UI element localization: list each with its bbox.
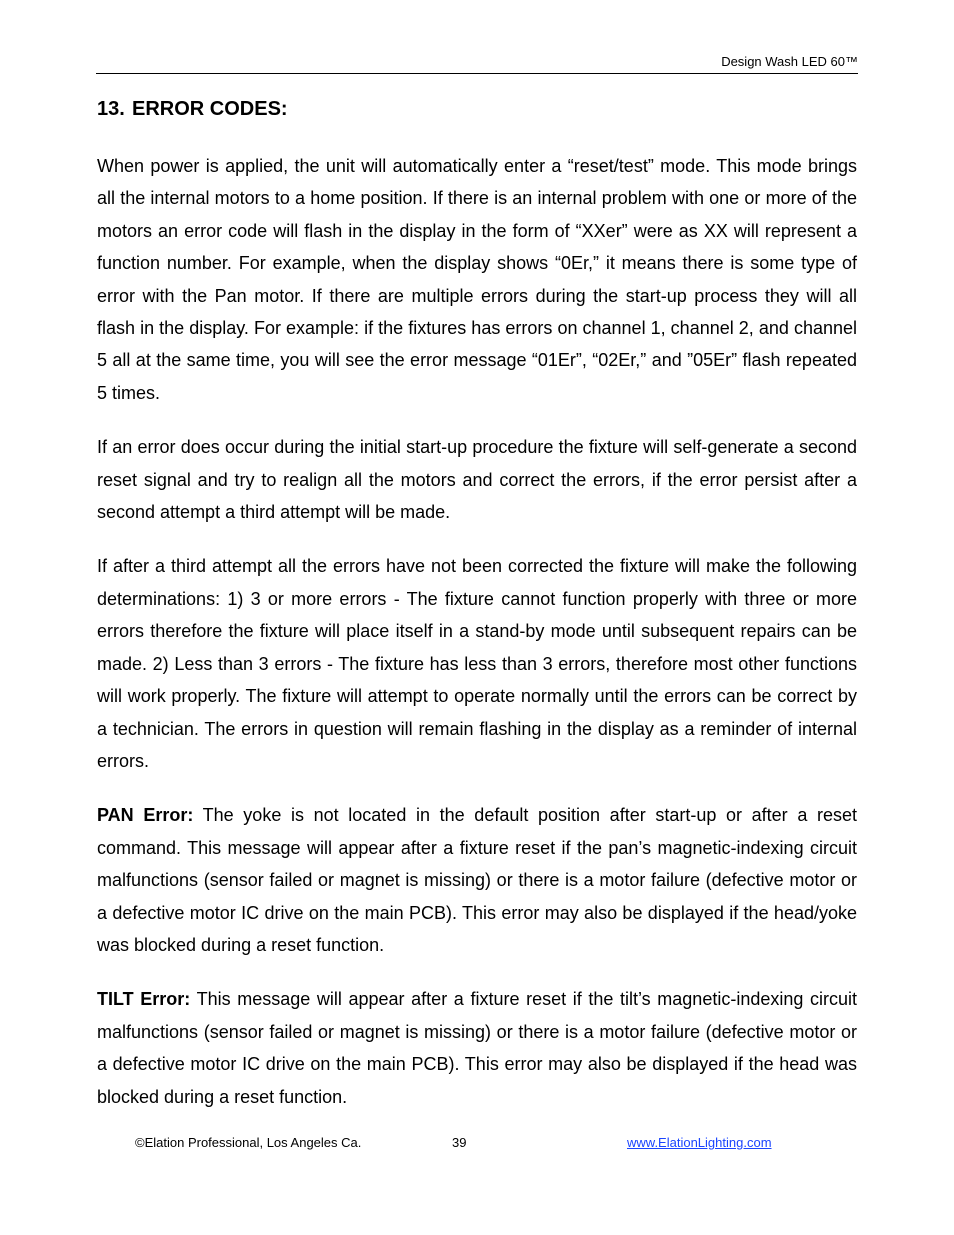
page-number: 39	[452, 1135, 467, 1150]
paragraph-reset-test: When power is applied, the unit will automatically enter a “reset/test” mode. This mode brings all the internal motors to a home position. If there is an internal problem with one or more of the motors an error code will flash in the display in the form of “XXer” were as XX will represent a function number. For example, when the display shows “0Er,” it means there is some type of error with the Pan motor. If there are multiple errors during the start-up process they will all flash in the display. For example: if the fixtures has errors on channel 1, channel 2, and channel 5 all at the same time, you will see the error message “01Er”, “02Er,” and ”05Er” flash repeated 5 times.	[97, 156, 857, 403]
definition-text: The yoke is not located in the default position after start-up or after a reset command. This message will appear after a fixture reset if the pan’s magnetic-indexing circuit malfunctions (sensor failed or magnet is missing) or there is a motor failure (defective motor or a defective motor IC drive on the main PCB). This error may also be displayed if the head/yoke was blocked during a reset function.	[97, 805, 857, 955]
page-footer	[0, 1135, 954, 1155]
section-heading	[97, 95, 857, 123]
definition-term: TILT Error:	[97, 989, 191, 1010]
definition-tilt-error	[97, 983, 857, 1113]
section-number: 13.	[97, 98, 125, 120]
definition-text: This message will appear after a fixture reset if the tilt’s magnetic-indexing circuit malfunctions (sensor failed or magnet is missing) or there is a motor failure (defective motor or a defective motor IC drive on the main PCB). This error may also be displayed if the head was blocked during a reset function.	[97, 989, 857, 1107]
page-header	[96, 53, 858, 74]
definition-pan-error	[97, 799, 857, 961]
definition-term: PAN Error:	[97, 805, 194, 826]
section-title: ERROR CODES:	[132, 98, 288, 120]
page-content	[97, 95, 857, 1113]
footer-copyright: ©Elation Professional, Los Angeles Ca.	[135, 1135, 362, 1150]
header-title: Design Wash LED 60™	[721, 54, 858, 69]
website-link[interactable]: www.ElationLighting.com	[627, 1135, 772, 1150]
paragraph-determinations: If after a third attempt all the errors have not been corrected the fixture will make the following determinations: 1) 3 or more errors - The fixture cannot function properly with three or more errors therefore the fixture will place itself in a stand-by mode until subsequent repairs can be made. 2) Less than 3 errors - The fixture has less than 3 errors, therefore most other functions will work properly. The fixture will attempt to operate normally until the errors can be correct by a technician. The errors in question will remain flashing in the display as a reminder of internal errors.	[97, 556, 857, 771]
paragraph-second-reset: If an error does occur during the initial start-up procedure the fixture will self-generate a second reset signal and try to realign all the motors and correct the errors, if the error persist after a second attempt a third attempt will be made.	[97, 437, 857, 523]
